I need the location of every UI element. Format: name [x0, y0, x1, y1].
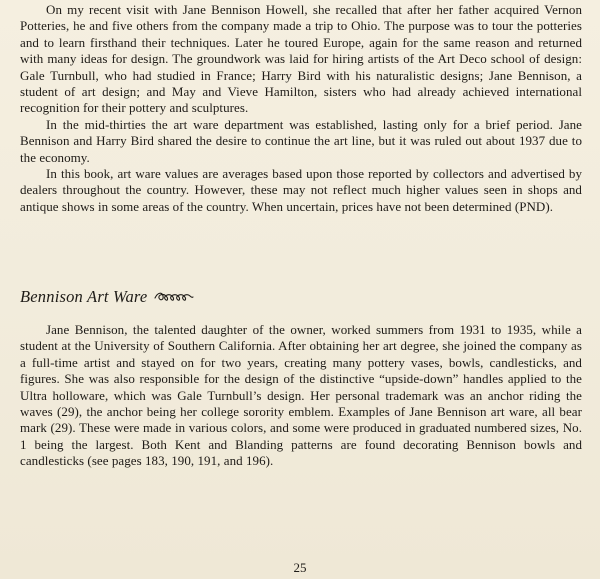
intro-paragraph: In this book, art ware values are averages based upon those reported by collectors and advertised by dealers throughout the country. However, these may not reflect much higher values seen in shops and antique shows in some areas of the country. When uncertain, prices have not been determined (PND).	[20, 166, 582, 214]
intro-paragraph: On my recent visit with Jane Bennison Howell, she recalled that after her father acquired Vernon Potteries, he and five others from the company made a trip to Ohio. The purpose was to tour the potteries and to learn firsthand their techniques. Later he toured Europe, again for the same reason and returned with many ideas for design. The groundwork was laid for hiring artists of the Art Deco school of design: Gale Turnbull, who had studied in France; Harry Bird with his naturalistic designs; Jane Bennison, a student of art design; and May and Vieve Hamilton, sisters who had already achieved international recognition for their pottery and sculptures.	[20, 2, 582, 116]
section-heading	[20, 287, 194, 307]
section-title: Bennison Art Ware	[20, 287, 148, 306]
section-body	[20, 322, 582, 470]
page-number: 25	[293, 560, 307, 575]
intro-paragraph: In the mid-thirties the art ware department was established, lasting only for a brief period. Jane Bennison and Harry Bird shared the desire to continue the art line, but it was ruled out about 1937 due to the economy.	[20, 116, 582, 165]
section-paragraph: Jane Bennison, the talented daughter of the owner, worked summers from 1931 to 1935, while a student at the University of Southern California. After obtaining her art degree, she joined the company as a full-time artist and stayed on for two years, creating many pottery vases, bowls, candlesticks, and figures. She was also responsible for the design of the distinctive “upside-down” handles applied to the Ultra holloware, which was Gale Turnbull’s design. Her personal trademark was an anchor riding the waves (29), the anchor being her college sorority emblem. Examples of Jane Bennison art ware, all bear mark (29). These were made in various colors, and some were produced in graduated numbered sizes, No. 1 being the largest. Both Kent and Blanding patterns are found decorating Bennison bowls and candlesticks (see pages 183, 190, 191, and 196).	[20, 322, 582, 469]
flourish-icon	[154, 291, 194, 303]
intro-text	[20, 2, 582, 215]
